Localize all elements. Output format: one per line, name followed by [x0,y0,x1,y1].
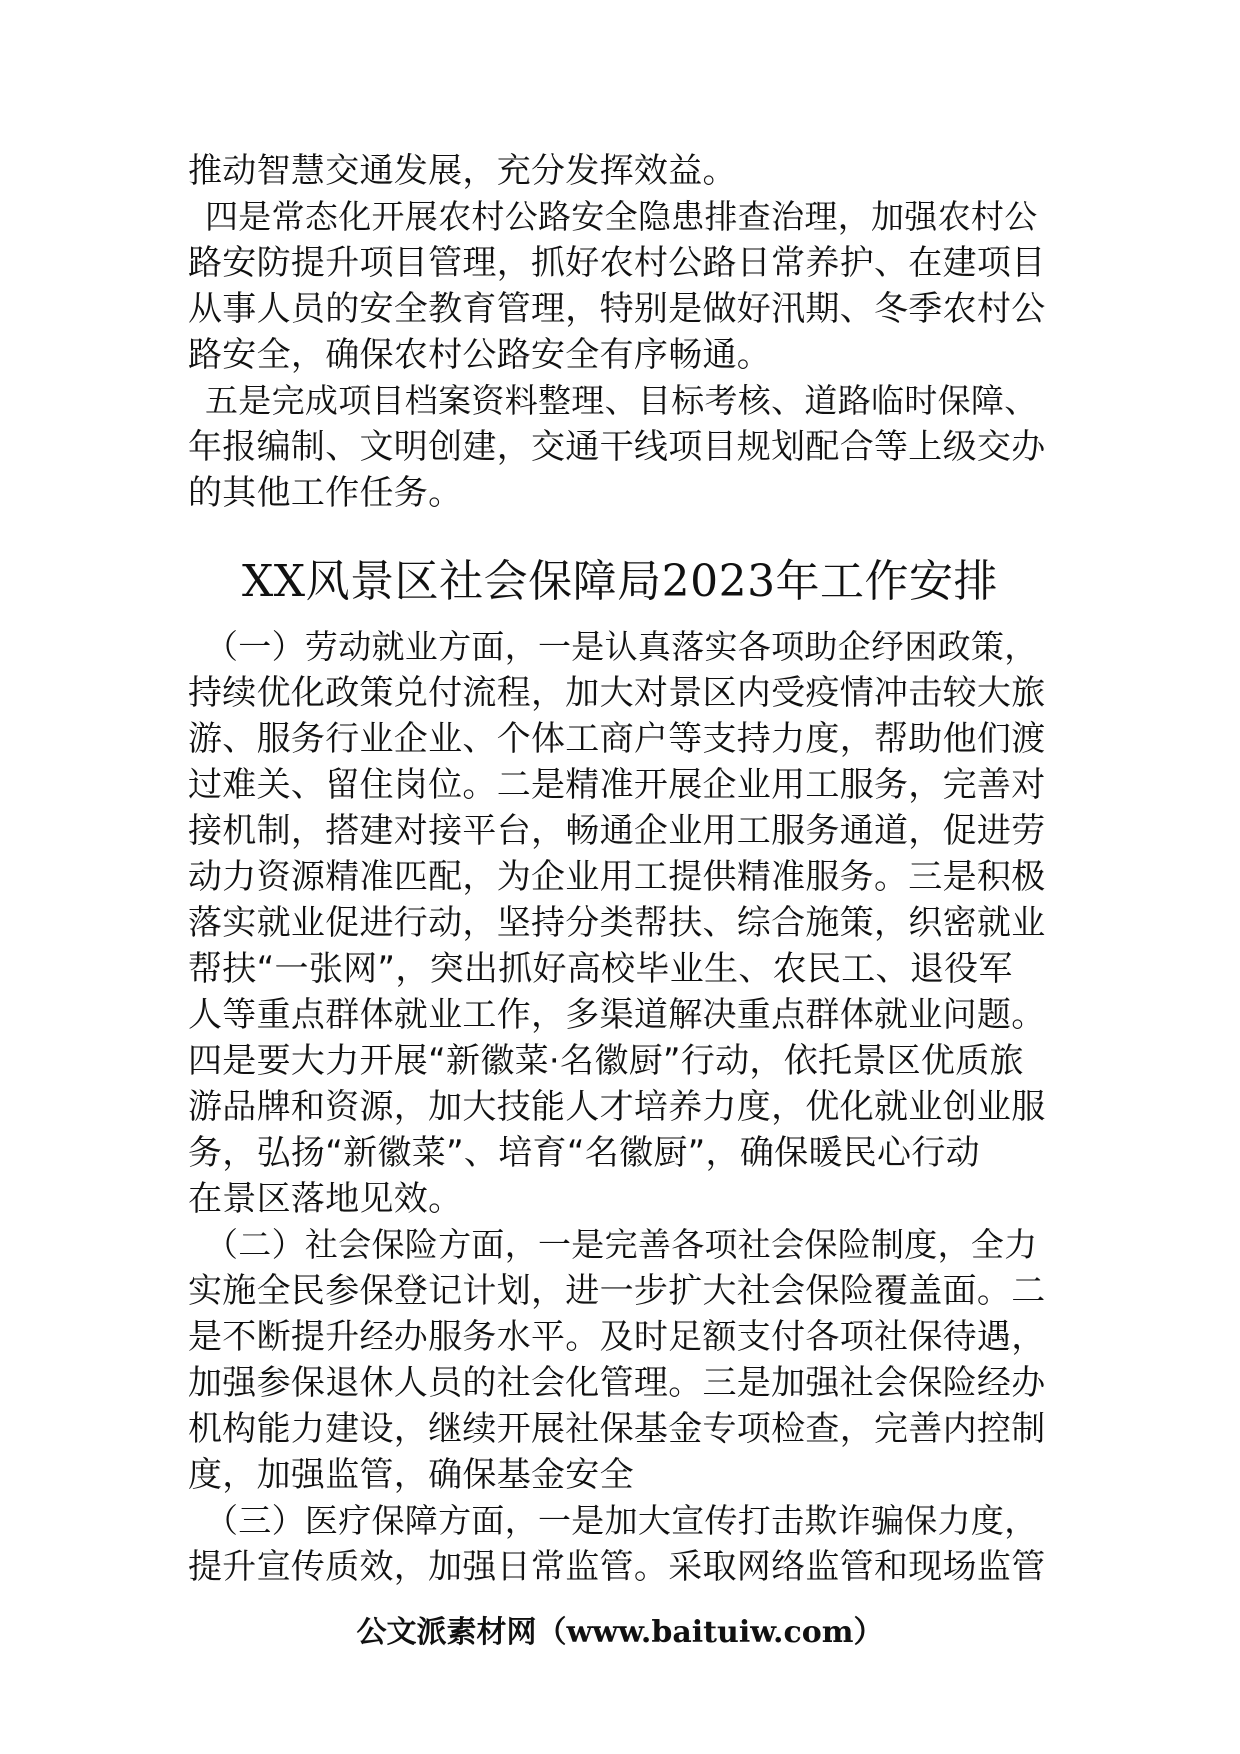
paragraph-line: 实施全民参保登记计划，进一步扩大社会保险覆盖面。二 [188,1271,1046,1311]
paragraph-line: 路安防提升项目管理，抓好农村公路日常养护、在建项目 [188,243,1046,283]
paragraph-line: 提升宣传质效，加强日常监管。采取网络监管和现场监管 [188,1547,1046,1587]
paragraph-line: 年报编制、文明创建，交通干线项目规划配合等上级交办 [188,427,1046,467]
paragraph-line: （一）劳动就业方面，一是认真落实各项助企纾困政策， [205,627,1038,666]
paragraph-line: 加强参保退休人员的社会化管理。三是加强社会保险经办 [188,1363,1046,1403]
paragraph-line: 人等重点群体就业工作，多渠道解决重点群体就业问题。 [188,995,1046,1035]
paragraph-line: 的其他工作任务。 [188,473,463,513]
paragraph-line: 机构能力建设，继续开展社保基金专项检查，完善内控制 [188,1409,1046,1449]
section-title: XX风景区社会保障局2023年工作安排 [241,556,999,607]
paragraph-line: 四是常态化开展农村公路安全隐患排查治理，加强农村公 [205,197,1038,236]
paragraph-line: 过难关、留住岗位。二是精准开展企业用工服务，完善对 [188,765,1046,805]
paragraph-line: 五是完成项目档案资料整理、目标考核、道路临时保障、 [205,381,1038,420]
paragraph-line: 帮扶“一张网”，突出抓好高校毕业生、农民工、退役军 [188,949,1013,989]
paragraph-line: 路安全，确保农村公路安全有序畅通。 [188,335,772,375]
paragraph-line: 四是要大力开展“新徽菜·名徽厨”行动，依托景区优质旅 [188,1041,1024,1081]
paragraph-line: 游品牌和资源，加大技能人才培养力度，优化就业创业服 [188,1087,1046,1127]
paragraph-line: 在景区落地见效。 [188,1179,463,1219]
paragraph-line: 游、服务行业企业、个体工商户等支持力度，帮助他们渡 [188,719,1046,759]
paragraph-line: 接机制，搭建对接平台，畅通企业用工服务通道，促进劳 [188,811,1046,851]
paragraph-line: 动力资源精准匹配，为企业用工提供精准服务。三是积极 [188,857,1046,897]
paragraph-line: 推动智慧交通发展，充分发挥效益。 [188,151,737,191]
footer-source: 公文派素材网（www.baituiw.com） [356,1615,884,1650]
paragraph-line: 度，加强监管，确保基金安全 [188,1455,634,1495]
paragraph-line: （二）社会保险方面，一是完善各项社会保险制度，全力 [205,1225,1038,1264]
paragraph-line: 落实就业促进行动，坚持分类帮扶、综合施策，织密就业 [188,903,1046,943]
paragraph-line: 务，弘扬“新徽菜”、培育“名徽厨”，确保暖民心行动 [188,1133,980,1173]
paragraph-line: 持续优化政策兑付流程，加大对景区内受疫情冲击较大旅 [188,673,1046,713]
paragraph-line: 从事人员的安全教育管理，特别是做好汛期、冬季农村公 [188,289,1046,329]
paragraph-line: （三）医疗保障方面，一是加大宣传打击欺诈骗保力度， [205,1501,1038,1540]
paragraph-line: 是不断提升经办服务水平。及时足额支付各项社保待遇， [188,1317,1046,1357]
